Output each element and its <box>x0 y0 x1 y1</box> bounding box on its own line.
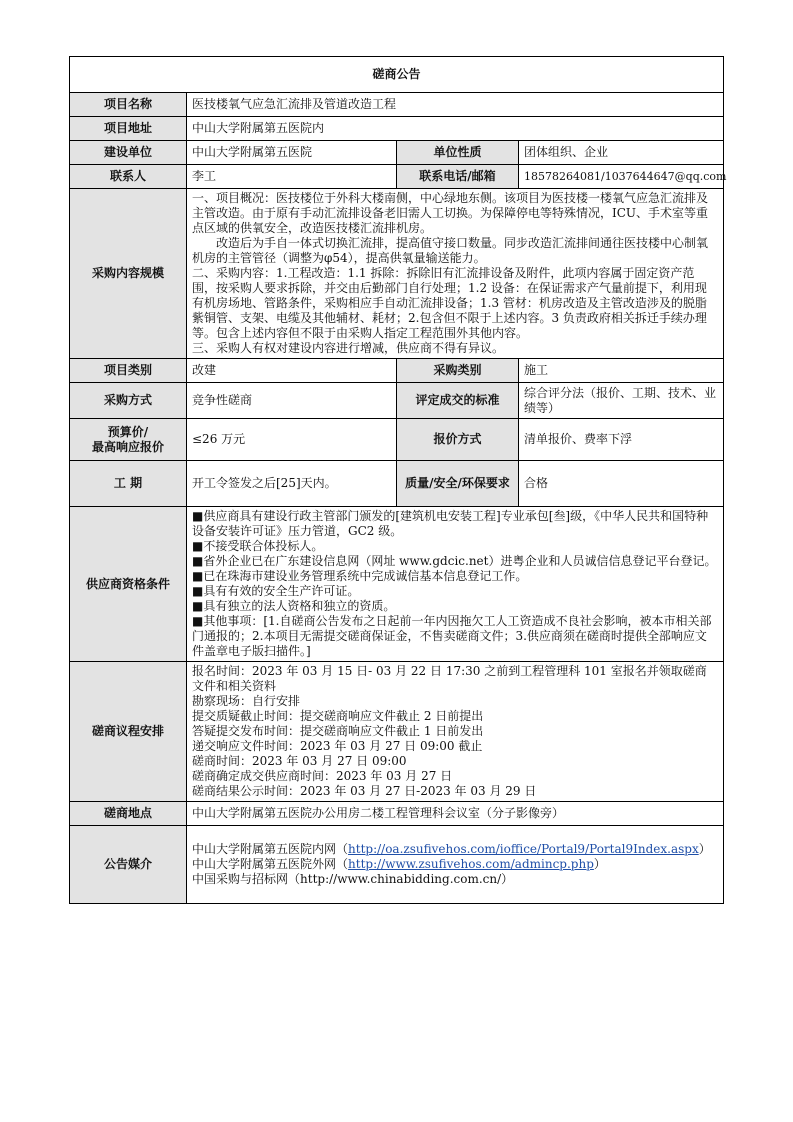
period-value: 开工令签发之后[25]天内。 <box>187 461 397 507</box>
media-item <box>192 872 718 887</box>
media-name: 中国采购与招标网（ <box>192 872 301 886</box>
scope-label: 采购内容规模 <box>70 189 187 359</box>
builder-nature-label: 单位性质 <box>397 141 519 165</box>
media-item <box>192 857 718 872</box>
budget-label-line2: 最高响应报价 <box>91 439 164 454</box>
media-content <box>187 826 724 904</box>
media-url-text: http://www.chinabidding.com.cn/ <box>300 872 502 886</box>
location-label: 磋商地点 <box>70 802 187 826</box>
project-address-value: 中山大学附属第五医院内 <box>187 117 724 141</box>
builder-nature-value: 团体组织、企业 <box>519 141 724 165</box>
qualification-item: ■省外企业已在广东建设信息网（网址 www.gdcic.net）进粤企业和人员诚信信息登记平台登记。 <box>192 554 717 568</box>
budget-value: ≤26 万元 <box>187 419 397 461</box>
media-suffix: ） <box>593 857 606 871</box>
media-link[interactable]: http://oa.zsufivehos.com/ioffice/Portal9/Portal9Index.aspx <box>348 842 699 856</box>
announcement-table <box>69 56 727 904</box>
category-label: 项目类别 <box>70 359 187 383</box>
method-value: 竞争性磋商 <box>187 383 397 419</box>
qualification-label: 供应商资格条件 <box>70 507 187 662</box>
builder-label: 建设单位 <box>70 141 187 165</box>
qualification-item: ■不接受联合体投标人。 <box>192 539 324 553</box>
qualification-item: ■具有独立的法人资格和独立的资质。 <box>192 599 396 613</box>
media-label: 公告媒介 <box>70 826 187 904</box>
location-value: 中山大学附属第五医院办公用房二楼工程管理科会议室（分子影像旁） <box>187 802 724 826</box>
contact-label: 联系人 <box>70 165 187 189</box>
schedule-line: 磋商结果公示时间：2023 年 03 月 27 日-2023 年 03 月 29 日 <box>192 784 537 798</box>
builder-value: 中山大学附属第五医院 <box>187 141 397 165</box>
project-name-label: 项目名称 <box>70 93 187 117</box>
quality-value: 合格 <box>519 461 724 507</box>
standard-value: 综合评分法（报价、工期、技术、业绩等） <box>519 383 724 419</box>
qualification-item: ■供应商具有建设行政主管部门颁发的[建筑机电安装工程]专业承包[叁]级，《中华人民共和国特种设备安装许可证》压力管道，GC2 级。 <box>192 509 709 538</box>
media-suffix: ） <box>698 842 711 856</box>
qualification-item: ■具有有效的安全生产许可证。 <box>192 584 360 598</box>
media-name: 中山大学附属第五医院内网（ <box>192 842 349 856</box>
budget-label <box>70 419 187 461</box>
scope-paragraph: 一、项目概况：医技楼位于外科大楼南侧，中心绿地东侧。该项目为医技楼一楼氧气应急汇流排及主管改造。由于原有手动汇流排设备老旧需人工切换。为保障停电等特殊情况，ICU、手术室等重点区域的供氧安全，改造医技楼汇流排机房。 <box>192 191 709 235</box>
contact-value: 李工 <box>187 165 397 189</box>
schedule-line: 提交质疑截止时间：提交磋商响应文件截止 2 日前提出 <box>192 709 484 723</box>
project-address-label: 项目地址 <box>70 117 187 141</box>
scope-paragraph: 三、采购人有权对建设内容进行增减，供应商不得有异议。 <box>192 341 505 355</box>
budget-label-line1: 预算价/ <box>107 424 149 439</box>
contact-phone-value: 18578264081/1037644647@qq.com <box>519 165 724 189</box>
project-name-value: 医技楼氧气应急汇流排及管道改造工程 <box>187 93 724 117</box>
media-suffix: ） <box>501 872 514 886</box>
qualification-item: ■已在珠海市建设业务管理系统中完成诚信基本信息登记工作。 <box>192 569 528 583</box>
schedule-line: 答疑提交发布时间：提交磋商响应文件截止 1 日前发出 <box>192 724 484 738</box>
page-title: 磋商公告 <box>70 57 724 93</box>
schedule-line: 磋商时间：2023 年 03 月 27 日 09:00 <box>192 754 407 768</box>
quote-method-value: 清单报价、费率下浮 <box>519 419 724 461</box>
schedule-line: 磋商确定成交供应商时间：2023 年 03 月 27 日 <box>192 769 453 783</box>
schedule-line: 勘察现场：自行安排 <box>192 694 301 708</box>
contact-phone-label: 联系电话/邮箱 <box>397 165 519 189</box>
period-label: 工 期 <box>70 461 187 507</box>
schedule-label: 磋商议程安排 <box>70 662 187 802</box>
purchase-type-label: 采购类别 <box>397 359 519 383</box>
scope-content <box>187 189 724 359</box>
qualification-content <box>187 507 724 662</box>
schedule-content <box>187 662 724 802</box>
schedule-line: 报名时间：2023 年 03 月 15 日- 03 月 22 日 17:30 之前到工程管理科 101 室报名并领取磋商文件和相关资料 <box>192 664 707 693</box>
media-item <box>192 842 718 857</box>
quote-method-label: 报价方式 <box>397 419 519 461</box>
media-link[interactable]: http://www.zsufivehos.com/admincp.php <box>348 857 594 871</box>
schedule-line: 递交响应文件时间：2023 年 03 月 27 日 09:00 截止 <box>192 739 483 753</box>
method-label: 采购方式 <box>70 383 187 419</box>
quality-label: 质量/安全/环保要求 <box>397 461 519 507</box>
scope-paragraph: 改造后为手自一体式切换汇流排，提高值守接口数量。同步改造汇流排间通往医技楼中心制氧机房的主管管径（调整为φ54），提高供氧量输送能力。 <box>192 236 709 265</box>
category-value: 改建 <box>187 359 397 383</box>
qualification-item: ■其他事项：[1.自磋商公告发布之日起前一年内因拖欠工人工资造成不良社会影响，被本市相关部门通报的；2.本项目无需提交磋商保证金，不售卖磋商文件；3.供应商须在磋商时提供全部响应文件盖章电子版扫描件。] <box>192 614 712 658</box>
purchase-type-value: 施工 <box>519 359 724 383</box>
scope-paragraph: 二、采购内容：1.工程改造：1.1 拆除：拆除旧有汇流排设备及附件，此项内容属于固定资产范围，按采购人要求拆除，并交由后勤部门自行处理；1.2 设备：在保证需求产气量前提下，利用现有机房场地、管路条件，采购相应手自动汇流排设备；1.3 管材：机房改造及主管改造涉及的脱脂紫铜管、支架、电缆及其他辅材、耗材；2.包含但不限于上述内容。3 负责政府相关拆迁手续办理等。包含上述内容但不限于由采购人指定工程范围外其他内容。 <box>192 266 707 340</box>
standard-label: 评定成交的标准 <box>397 383 519 419</box>
media-name: 中山大学附属第五医院外网（ <box>192 857 349 871</box>
